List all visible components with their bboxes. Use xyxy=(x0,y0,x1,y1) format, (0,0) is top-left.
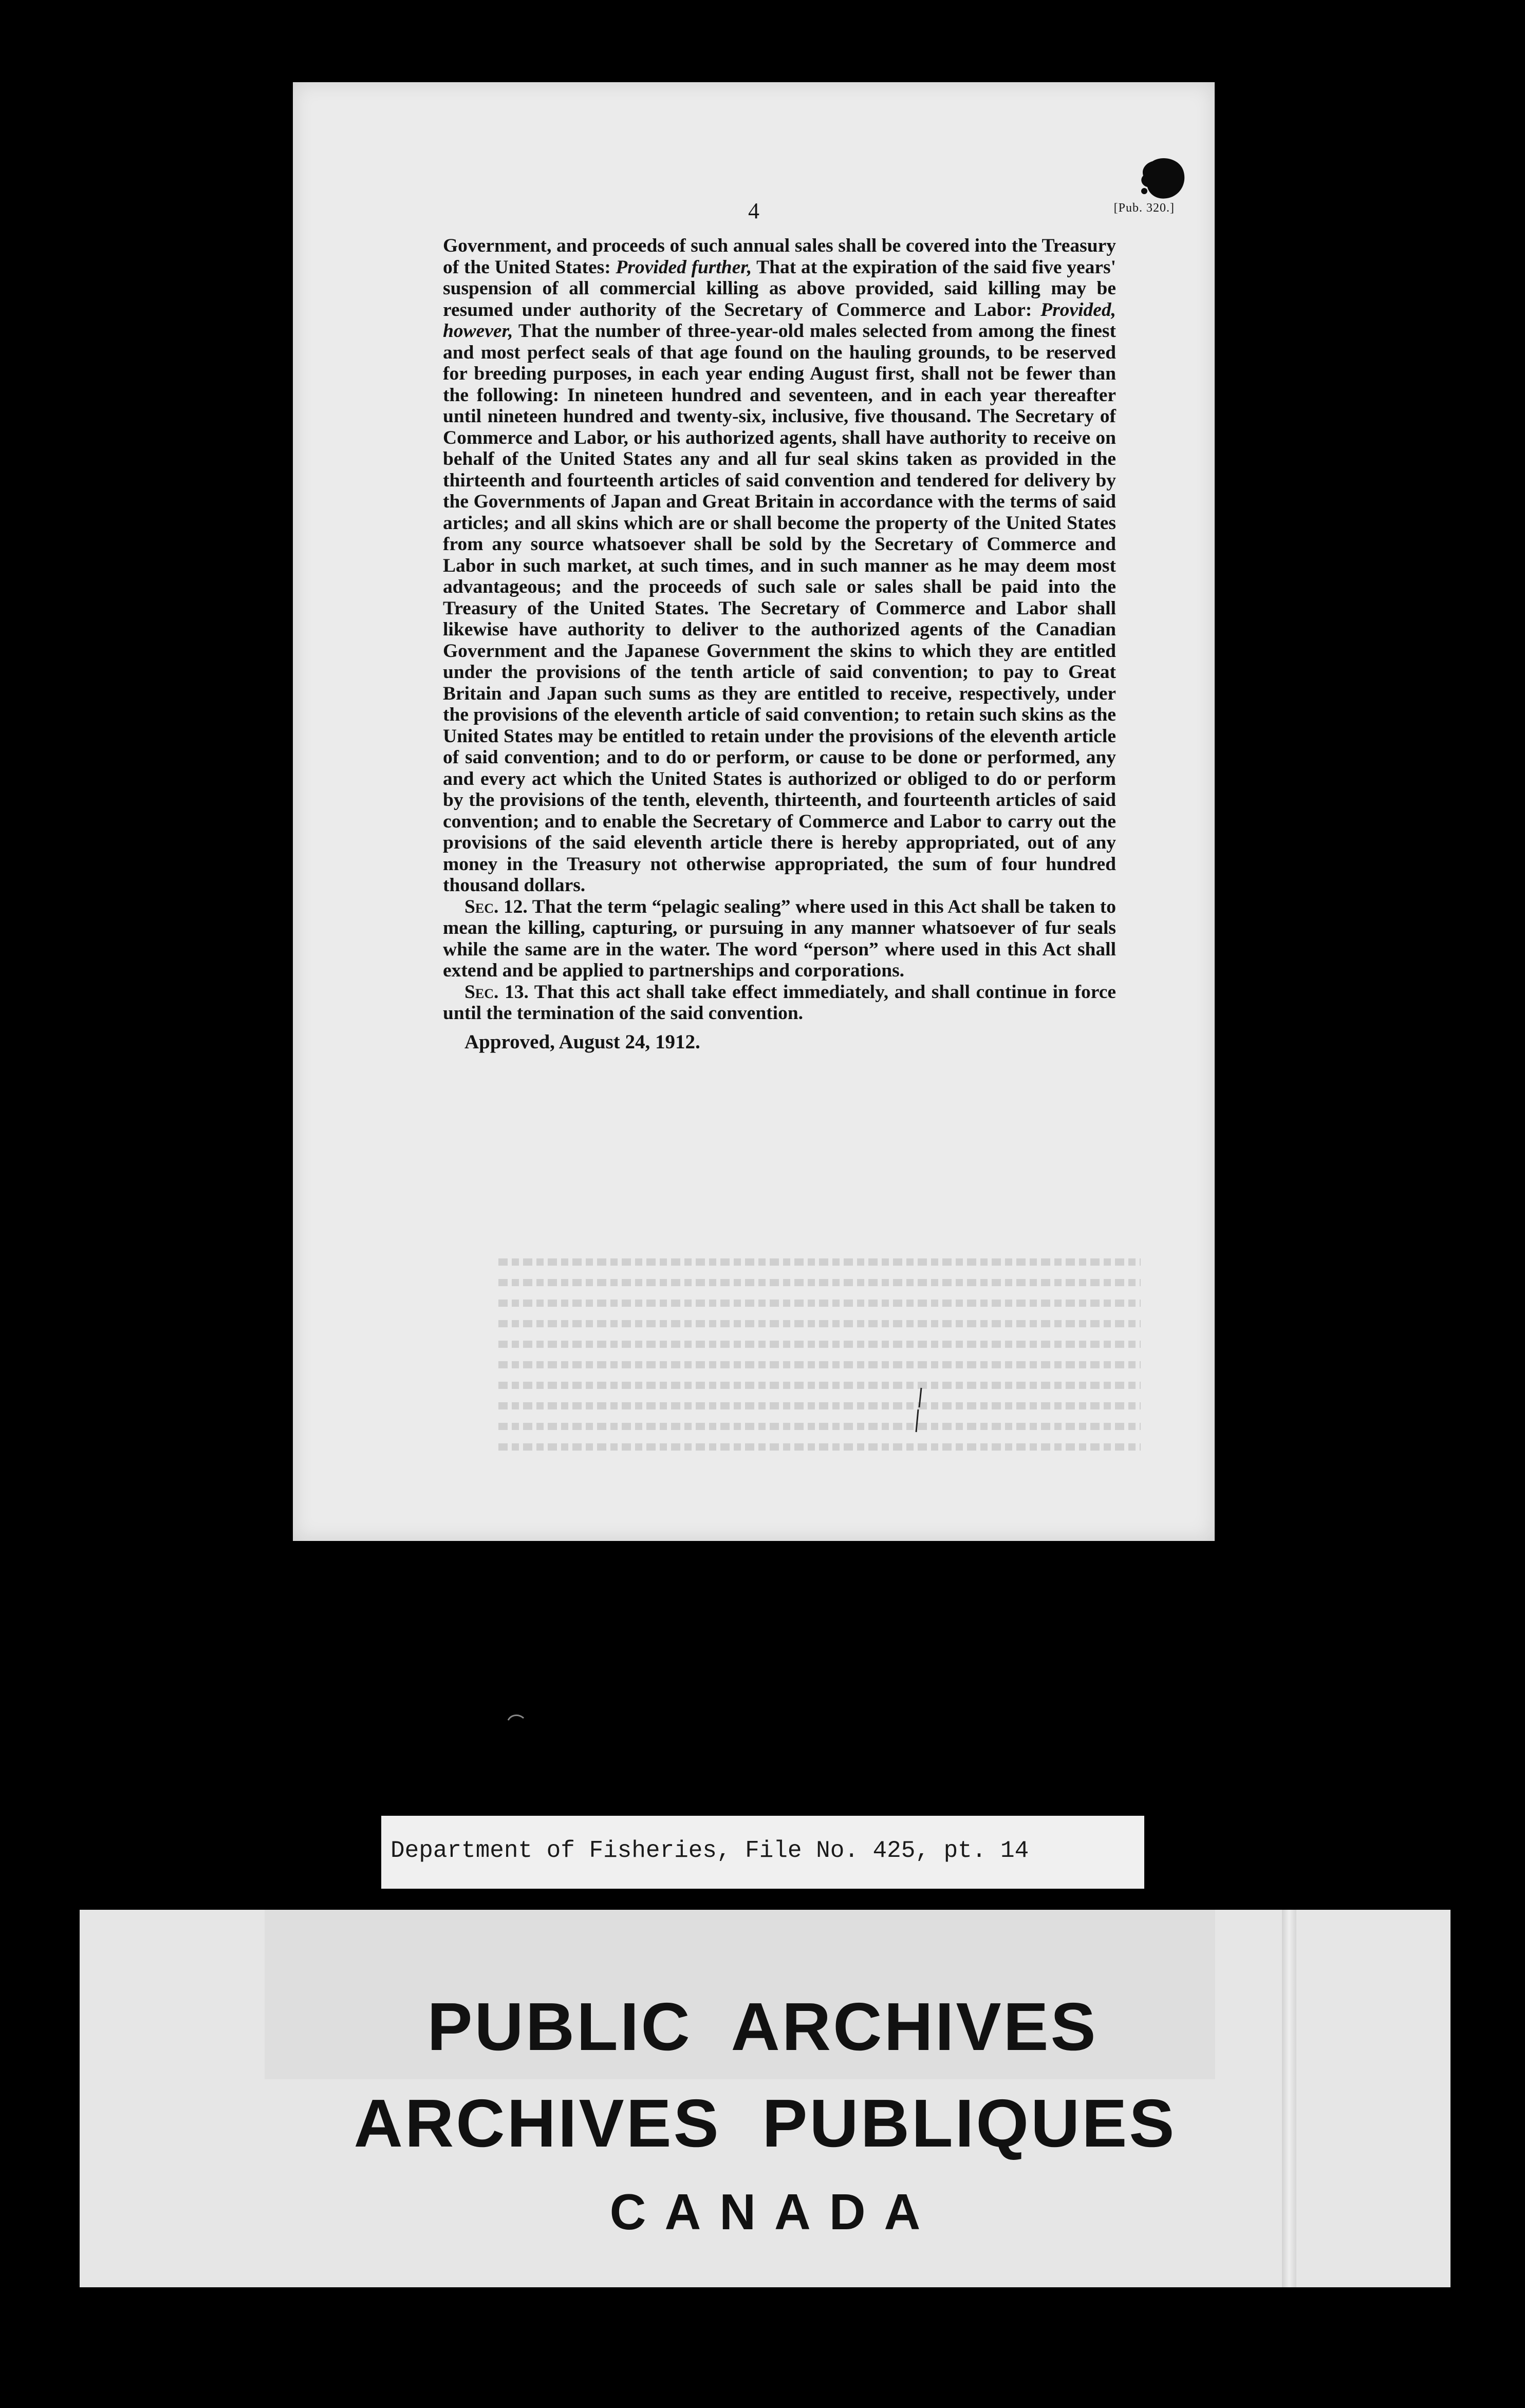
page-number: 4 xyxy=(748,198,759,223)
file-label xyxy=(381,1816,1144,1889)
proviso-italic: Provided, however, xyxy=(443,299,1117,342)
document-page xyxy=(293,82,1215,1541)
pen-mark xyxy=(912,1387,927,1433)
statute-text xyxy=(443,235,1116,1052)
archive-country: CANADA xyxy=(609,2184,939,2240)
archive-card xyxy=(80,1910,1450,2287)
paragraph-fragment: That at the expiration of the said five years' suspension of all commercial killing as above provided, said killing may be resumed under authority of the Secretary of Commerce and Labor: xyxy=(443,256,1116,321)
main-paragraph xyxy=(443,235,1116,896)
archive-title-french: ARCHIVES PUBLIQUES xyxy=(354,2085,1177,2161)
ink-blot-mark xyxy=(1137,155,1186,200)
section-12 xyxy=(443,896,1116,982)
section-text: That the term “pelagic sealing” where used in this Act shall be taken to mean the killing, capturing, or pursuing in any manner whatsoever of fur seals while the same are in the water. The word “person” where used in this Act shall extend and be applied to partnerships and corporations. xyxy=(443,896,1116,981)
archive-title-english: PUBLIC ARCHIVES xyxy=(427,1989,1098,2064)
file-label-text: Department of Fisheries, File No. 425, pt. 14 xyxy=(390,1837,1029,1864)
dust-speck xyxy=(506,1713,527,1721)
publication-reference: [Pub. 320.] xyxy=(1113,201,1175,215)
proviso-italic: Provided further, xyxy=(616,256,752,278)
section-text: That this act shall take effect immediately, and shall continue in force until the termination of the said convention. xyxy=(443,981,1116,1024)
paragraph-fragment: That the number of three-year-old males selected from among the finest and most perfect seals of that age found on the hauling grounds, to be reserved for breeding purposes, in each year ending August first, shall not be fewer than the following: In nineteen hundred and seventeen, and in each year thereafter until nineteen hundred and twenty-six, inclusive, five thousand. The Secretary of Commerce and Labor, or his authorized agents, shall have authority to receive on behalf of the United States any and all fur seal skins taken as provided in the thirteenth and fourteenth articles of said convention and tendered for delivery by the Governments of Japan and Great Britain in accordance with the terms of said articles; and all skins which are or shall become the property of the United States from any source whatsoever shall be sold by the Secretary of Commerce and Labor in such market, at such times, and in such manner as he may deem most advantageous; and the proceeds of such sale or sales shall be paid into the Treasury of the United States. The Secretary of Commerce and Labor shall likewise have authority to deliver to the authorized agents of the Canadian Government and the Japanese Government the skins to which they are entitled under the provisions of the tenth article of said convention; to pay to Great Britain and Japan such sums as they are entitled to receive, respectively, under the provisions of the eleventh article of said convention; to retain such skins as the United States may be entitled to retain under the provisions of the eleventh article of said convention; and to do or perform, or cause to be done or performed, any and every act which the United States is authorized or obliged to do or perform by the provisions of the tenth, eleventh, thirteenth, and fourteenth articles of said convention; and to enable the Secretary of Commerce and Labor to carry out the provisions of the said eleventh article there is hereby appropriated, out of any money in the Treasury not otherwise appropriated, the sum of four hundred thousand dollars. xyxy=(443,321,1116,896)
show-through-text xyxy=(498,1258,1141,1464)
paragraph-fragment: Government, and proceeds of such annual sales shall be covered into the Treasury of the United States: xyxy=(443,235,1116,278)
section-label: Sec. 13. xyxy=(464,981,529,1003)
section-label: Sec. 12. xyxy=(464,896,528,917)
section-13 xyxy=(443,982,1116,1024)
approval-date: Approved, August 24, 1912. xyxy=(464,1030,700,1053)
